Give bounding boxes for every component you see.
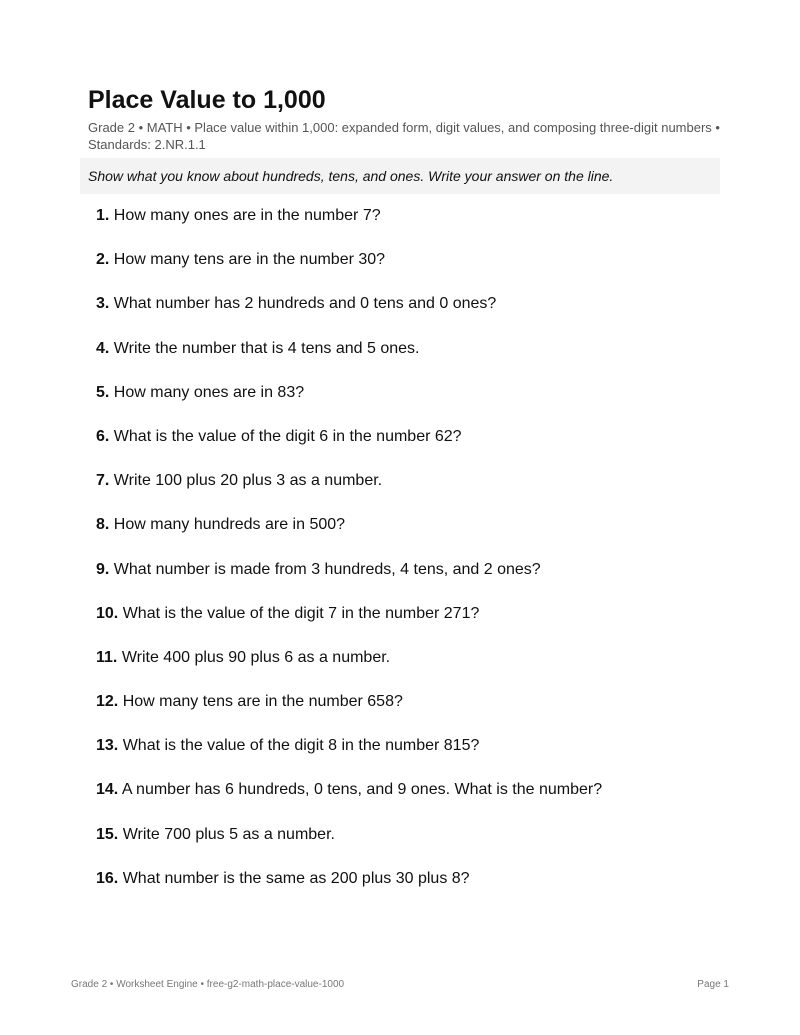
question-text: What is the value of the digit 8 in the number 815? xyxy=(122,737,480,755)
question-number: 5. xyxy=(96,383,110,401)
question-item xyxy=(96,561,736,605)
question-number: 11. xyxy=(96,648,118,666)
question-text: How many tens are in the number 30? xyxy=(113,251,386,269)
question-item xyxy=(96,251,736,295)
question-item xyxy=(96,737,736,781)
question-number: 8. xyxy=(96,516,110,534)
question-text: How many ones are in 83? xyxy=(113,383,305,401)
question-item xyxy=(96,826,736,870)
instructions-box: Show what you know about hundreds, tens, and ones. Write your answer on the line. xyxy=(80,158,720,194)
question-number: 3. xyxy=(96,295,110,313)
question-number: 16. xyxy=(96,869,119,887)
question-item xyxy=(96,516,736,560)
question-text: A number has 6 hundreds, 0 tens, and 9 ones. What is the number? xyxy=(121,781,603,799)
question-text: What number is made from 3 hundreds, 4 tens, and 2 ones? xyxy=(113,560,541,578)
question-number: 13. xyxy=(96,737,119,755)
question-number: 6. xyxy=(96,427,110,445)
question-item xyxy=(96,207,736,251)
question-text: Write 700 plus 5 as a number. xyxy=(122,825,335,843)
question-item xyxy=(96,472,736,516)
question-text: Write 100 plus 20 plus 3 as a number. xyxy=(113,472,383,490)
question-number: 1. xyxy=(96,207,110,224)
question-list xyxy=(96,207,736,914)
question-number: 10. xyxy=(96,604,119,622)
page-title: Place Value to 1,000 xyxy=(88,86,326,114)
question-number: 4. xyxy=(96,339,110,357)
question-item xyxy=(96,649,736,693)
question-number: 15. xyxy=(96,825,119,843)
worksheet-subtitle: Grade 2 • MATH • Place value within 1,000: expanded form, digit values, and composing three-digit numbers • Standards: 2.NR.1.1 xyxy=(88,120,720,152)
question-number: 12. xyxy=(96,693,119,711)
question-item xyxy=(96,605,736,649)
question-text: What is the value of the digit 6 in the number 62? xyxy=(113,427,462,445)
question-item xyxy=(96,340,736,384)
question-item xyxy=(96,693,736,737)
question-number: 14. xyxy=(96,781,119,799)
question-text: Write the number that is 4 tens and 5 ones. xyxy=(113,339,420,357)
question-text: What number is the same as 200 plus 30 plus 8? xyxy=(122,869,470,887)
question-text: Write 400 plus 90 plus 6 as a number. xyxy=(121,648,391,666)
question-item xyxy=(96,295,736,339)
question-text: How many hundreds are in 500? xyxy=(113,516,346,534)
footer-info: Grade 2 • Worksheet Engine • free-g2-math-place-value-1000 xyxy=(71,979,345,990)
question-text: How many ones are in the number 7? xyxy=(113,207,381,224)
question-number: 2. xyxy=(96,251,110,269)
question-item xyxy=(96,384,736,428)
question-text: What is the value of the digit 7 in the number 271? xyxy=(122,604,480,622)
page-number: Page 1 xyxy=(697,979,729,990)
question-item xyxy=(96,428,736,472)
question-item xyxy=(96,781,736,825)
question-number: 9. xyxy=(96,560,110,578)
question-text: How many tens are in the number 658? xyxy=(122,693,403,711)
question-text: What number has 2 hundreds and 0 tens and 0 ones? xyxy=(113,295,497,313)
question-number: 7. xyxy=(96,472,110,490)
question-item xyxy=(96,870,736,914)
